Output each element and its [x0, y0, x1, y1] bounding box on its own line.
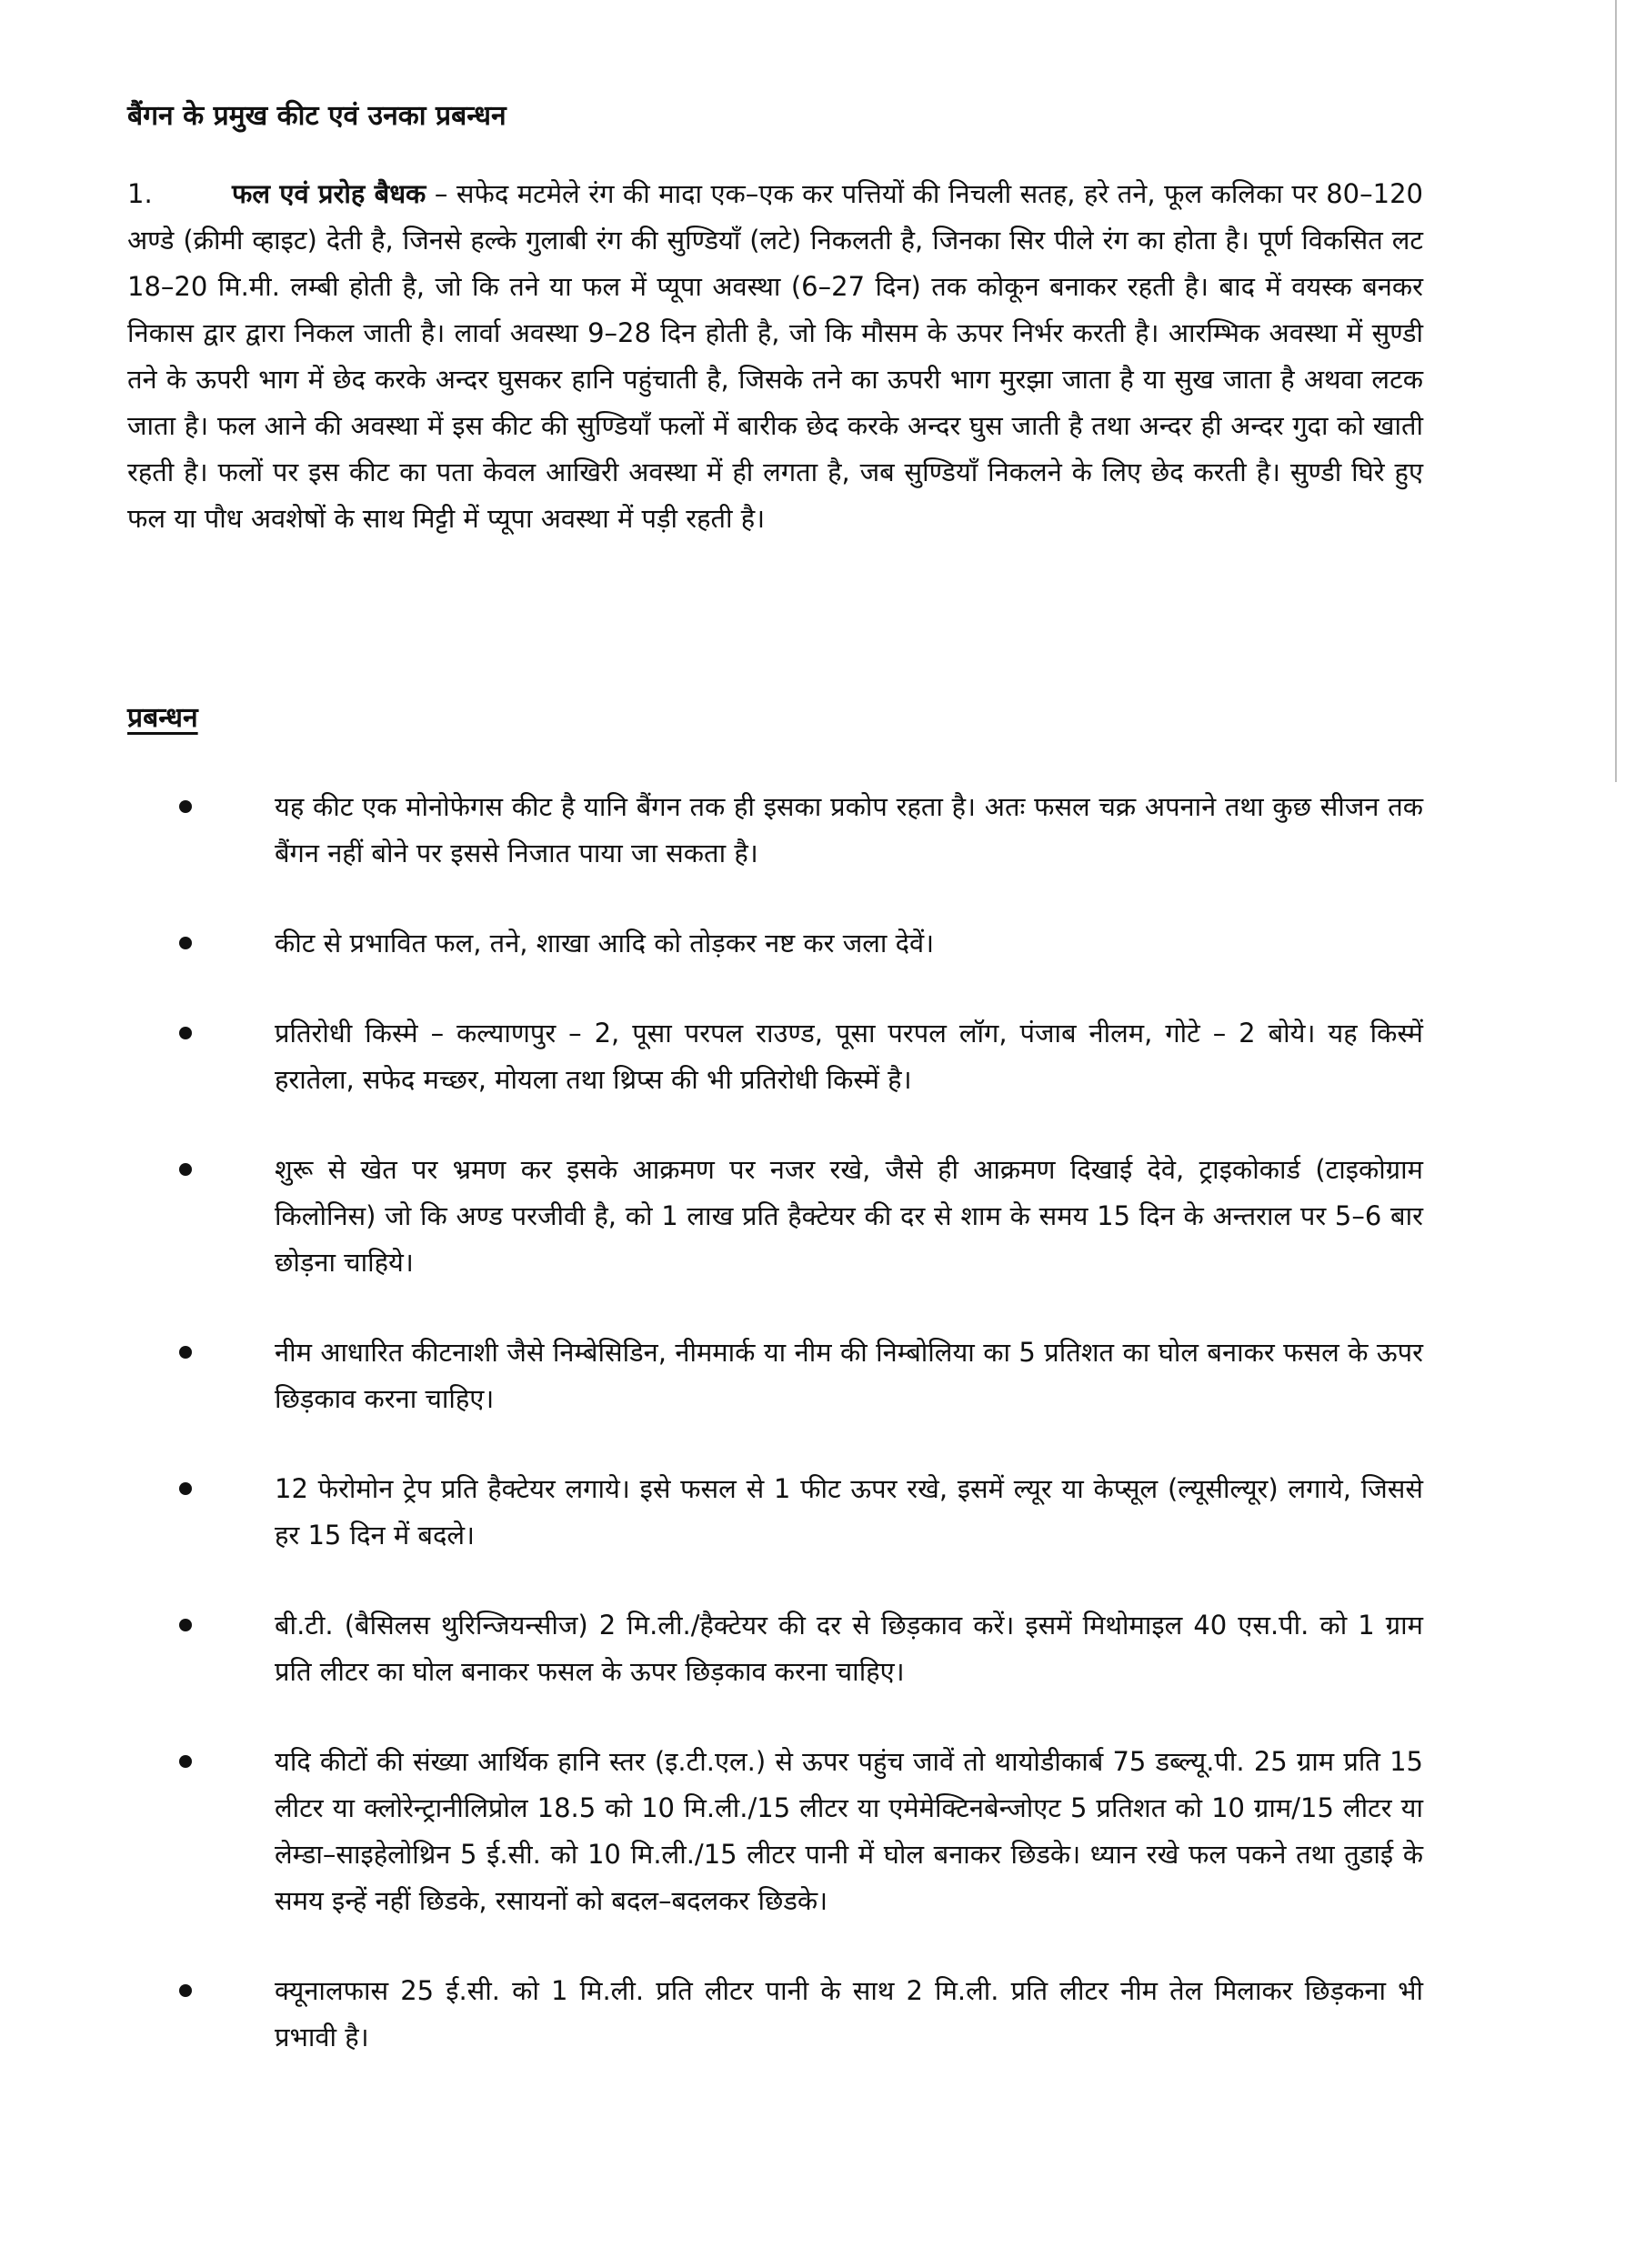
list-item: [173, 1147, 1423, 1286]
management-heading: प्रबन्धन: [127, 702, 198, 734]
list-item: [173, 1602, 1423, 1695]
list-item: [173, 1330, 1423, 1422]
list-item-text: क्यूनालफास 25 ई.सी. को 1 मि.ली. प्रति लीटर पानी के साथ 2 मि.ली. प्रति लीटर नीम तेल मिलाकर छिड़कना भी प्रभावी है।: [275, 1975, 1423, 2052]
list-item: [173, 920, 1423, 967]
list-item-text: 12 फेरोमोन ट्रेप प्रति हैक्टेयर लगाये। इसे फसल से 1 फीट ऊपर रखे, इसमें ल्यूर या केप्सूल (ल्यूसील्यूर) लगाये, जिससे हर 15 दिन में बदले।: [275, 1473, 1423, 1550]
management-list: [173, 784, 1423, 2104]
list-item: [173, 1739, 1423, 1924]
bullet-icon: [179, 1619, 192, 1631]
list-item-text: शुरू से खेत पर भ्रमण कर इसके आक्रमण पर नजर रखे, जैसे ही आक्रमण दिखाई देवे, ट्राइकोकार्ड (टाइकोग्राम किलोनिस) जो कि अण्ड परजीवी है, को 1 लाख प्रति हैक्टेयर की दर से शाम के समय 15 दिन के अन्तराल पर 5–6 बार छोड़ना चाहिये।: [275, 1154, 1423, 1278]
list-item: [173, 1968, 1423, 2061]
bullet-icon: [179, 1984, 192, 1997]
page-edge-line: [1615, 0, 1617, 782]
bullet-icon: [179, 1163, 192, 1176]
page-title: बैंगन के प्रमुख कीट एवं उनका प्रबन्धन: [127, 100, 507, 132]
list-item-text: बी.टी. (बैसिलस थुरिन्जियन्सीज) 2 मि.ली./हैक्टेयर की दर से छिड़काव करें। इसमें मिथोमाइल 40 एस.पी. को 1 ग्राम प्रति लीटर का घोल बनाकर फसल के ऊपर छिड़काव करना चाहिए।: [275, 1610, 1423, 1687]
section-description: – सफेद मटमेले रंग की मादा एक–एक कर पत्तियों की निचली सतह, हरे तने, फूल कलिका पर 80–120 अण्डे (क्रीमी व्हाइट) देती है, जिनसे हल्के गुलाबी रंग की सुण्डियाँ (लटे) निकलती है, जिनका सिर पीले रंग का होता है। पूर्ण विकसित लट 18–20 मि.मी. लम्बी होती है, जो कि तने या फल में प्यूपा अवस्था (6–27 दिन) तक कोकून बनाकर रहती है। बाद में वयस्क बनकर निकास द्वार द्वारा निकल जाती है। लार्वा अवस्था 9–28 दिन होती है, जो कि मौसम के ऊपर निर्भर करती है। आरम्भिक अवस्था में सुण्डी तने के ऊपरी भाग में छेद करके अन्दर घुसकर हानि पहुंचाती है, जिसके तने का ऊपरी भाग मुरझा जाता है या सुख जाता है अथवा लटक जाता है। फल आने की अवस्था में इस कीट की सुण्डियाँ फलों में बारीक छेद करके अन्दर घुस जाती है तथा अन्दर ही अन्दर गुदा को खाती रहती है। फलों पर इस कीट का पता केवल आखिरी अवस्था में ही लगता है, जब सुण्डियाँ निकलने के लिए छेद करती है। सुण्डी घिरे हुए फल या पौध अवशेषों के साथ मिट्टी में प्यूपा अवस्था में पड़ी रहती है।: [127, 178, 1423, 534]
bullet-icon: [179, 1346, 192, 1359]
list-item-text: नीम आधारित कीटनाशी जैसे निम्बेसिडिन, नीममार्क या नीम की निम्बोलिया का 5 प्रतिशत का घोल बनाकर फसल के ऊपर छिड़काव करना चाहिए।: [275, 1337, 1423, 1414]
bullet-icon: [179, 937, 192, 949]
bullet-icon: [179, 1027, 192, 1039]
section-term: फल एवं प्ररोह बैधक: [232, 178, 426, 209]
list-item-text: प्रतिरोधी किस्मे – कल्याणपुर – 2, पूसा परपल राउण्ड, पूसा परपल लॉग, पंजाब नीलम, गोटे – 2 बोये। यह किस्में हरातेला, सफेद मच्छर, मोयला तथा थ्रिप्स की भी प्रतिरोधी किस्में है।: [275, 1018, 1423, 1095]
section-fruit-shoot-borer: [127, 171, 1423, 542]
list-item: [173, 1010, 1423, 1103]
list-item: [173, 1466, 1423, 1559]
list-item-text: यह कीट एक मोनोफेगस कीट है यानि बैंगन तक ही इसका प्रकोप रहता है। अतः फसल चक्र अपनाने तथा कुछ सीजन तक बैंगन नहीं बोने पर इससे निजात पाया जा सकता है।: [275, 791, 1423, 868]
list-item-text: यदि कीटों की संख्या आर्थिक हानि स्तर (इ.टी.एल.) से ऊपर पहुंच जावें तो थायोडीकार्ब 75 डब्ल्यू.पी. 25 ग्राम प्रति 15 लीटर या क्लोरेन्ट्रानीलिप्रोल 18.5 को 10 मि.ली./15 लीटर या एमेमेक्टिनबेन्जोएट 5 प्रतिशत को 10 ग्राम/15 लीटर या लेम्डा–साइहेलोथ्रिन 5 ई.सी. को 10 मि.ली./15 लीटर पानी में घोल बनाकर छिडके। ध्यान रखे फल पकने तथा तुडाई के समय इन्हें नहीं छिडके, रसायनों को बदल–बदलकर छिडके।: [275, 1746, 1423, 1916]
bullet-icon: [179, 800, 192, 813]
list-item: [173, 784, 1423, 877]
section-number: 1.: [127, 178, 153, 209]
bullet-icon: [179, 1755, 192, 1768]
list-item-text: कीट से प्रभावित फल, तने, शाखा आदि को तोड़कर नष्ट कर जला देवें।: [275, 928, 935, 958]
bullet-icon: [179, 1482, 192, 1495]
